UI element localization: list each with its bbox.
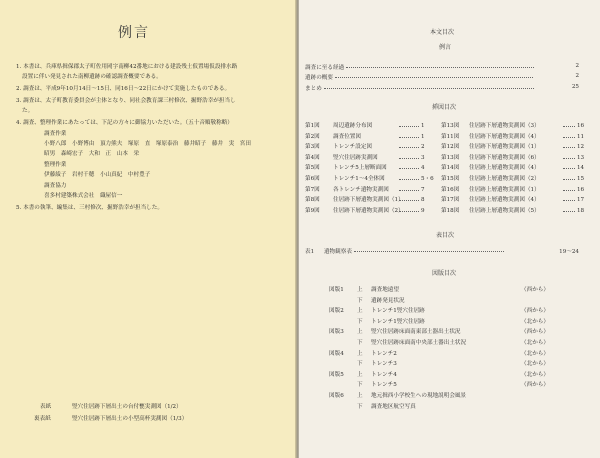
plate-number: 図版2	[329, 308, 344, 315]
figure-page: 11	[577, 133, 585, 140]
section-reigen: 例言	[439, 44, 452, 51]
toc-title: 本文目次	[430, 29, 455, 36]
figure-title: 住居跡下層遺物実測図（4）	[469, 133, 540, 140]
figure-page: 2	[421, 144, 425, 151]
figure-title: 住居跡下層遺物実測図（6）	[469, 154, 540, 161]
dot-leader	[563, 190, 575, 191]
figure-title: 住居跡上層遺物実測図（2）	[469, 176, 540, 182]
figure-number: 第11図	[441, 133, 460, 140]
plate-direction: （北から）	[521, 361, 549, 368]
figure-title: トレンチ設定図	[333, 144, 373, 151]
plate-caption: トレンチ4	[371, 371, 397, 378]
figure-number: 第2図	[305, 133, 320, 140]
dot-leader	[563, 137, 575, 138]
dot-leader	[563, 211, 575, 212]
dot-leader	[399, 168, 419, 169]
plate-position: 下	[357, 318, 363, 325]
staff-arrange-names: 伊藤綾子 岩村千穂 小山真紀 中村豊子	[44, 172, 151, 178]
table-text: 遺物観察表	[323, 249, 352, 255]
toc-text: まとめ	[305, 86, 322, 92]
figure-number: 第9図	[305, 207, 320, 214]
figure-title: 住居跡上層遺物実測図（1）	[469, 186, 540, 193]
cover-label: 表紙	[40, 404, 52, 410]
toc-row	[305, 73, 591, 81]
plate-position: 上	[357, 371, 363, 378]
figure-number: 第8図	[305, 197, 320, 204]
note-line: 2. 調査は、平成9年10月14日～15日、同16日～22日にかけて実施したものである。	[16, 86, 231, 92]
toc-row	[305, 84, 591, 92]
right-page	[299, 0, 600, 458]
left-page	[0, 0, 296, 458]
table-label: 表1	[305, 249, 315, 255]
plate-position: 下	[357, 403, 363, 410]
plate-number: 図版5	[329, 371, 344, 378]
figure-page: 8	[421, 197, 425, 204]
staff-survey-names: 昭男 森崎宏子 大和 正 山本 栄	[44, 151, 140, 157]
figure-number: 第7図	[305, 186, 320, 193]
note-line: 1. 本書は、兵庫県揖保郡太子町佐用岡字南柳42番地における建設残土仮置場仮設排水路	[16, 64, 238, 70]
dot-leader	[563, 168, 575, 169]
staff-survey-names: 小野八郎 小野博由 頂力熊夫 塚原 直 塚原泰治 藤井昭子 藤井 実 宮田	[44, 141, 251, 147]
figure-number: 第16図	[441, 186, 460, 193]
plate-caption: トレンチ1竪穴住居跡	[371, 308, 425, 315]
toc-text: 遺跡の概要	[305, 75, 333, 81]
figure-page: 14	[577, 165, 585, 172]
figure-page: 4	[421, 165, 425, 172]
plate-caption: 地元揖西小学校生への現地説明会風景	[371, 393, 467, 399]
plate-caption: トレンチ2	[371, 350, 397, 357]
figure-number: 第1図	[305, 123, 320, 129]
figure-number: 第12図	[441, 144, 460, 151]
figure-number: 第13図	[441, 123, 460, 129]
figure-page: 17	[577, 197, 585, 204]
dot-leader	[563, 200, 575, 201]
dot-leader	[399, 200, 419, 201]
section-figures: 挿図目次	[432, 104, 457, 111]
plate-direction: （西から）	[521, 287, 549, 293]
cover-caption: 竪穴住居跡下層出土の小型高杯実測図（1/3）	[72, 416, 188, 422]
plate-direction: （西から）	[521, 308, 549, 315]
plate-caption: トレンチ3	[371, 361, 397, 368]
figure-number: 第18図	[441, 207, 460, 214]
plate-direction: （北から）	[521, 371, 549, 378]
dot-leader	[563, 126, 575, 127]
table-page: 19～24	[559, 249, 579, 255]
plate-direction: （北から）	[521, 350, 549, 357]
toc-row	[305, 63, 591, 71]
plate-number: 図版3	[329, 329, 344, 336]
figure-page: 7	[421, 186, 425, 193]
figure-number: 第13図	[441, 154, 460, 161]
staff-survey-label: 調査作業	[44, 131, 67, 137]
figure-page: 18	[577, 207, 585, 214]
figure-title: 住居跡上層遺物実測図（4）	[469, 197, 540, 204]
note-line: 設置に伴い発見された南柳遺跡の確認調査概要である。	[22, 74, 162, 80]
dot-leader	[563, 179, 575, 180]
figure-page: 1	[421, 133, 425, 140]
figure-title: トレンチ1～4全体図	[333, 176, 385, 182]
plate-direction: （北から）	[521, 340, 549, 346]
plate-position: 上	[357, 287, 363, 293]
plate-caption: トレンチ1竪穴住居跡	[371, 318, 425, 325]
figure-page: 13	[577, 154, 585, 161]
figure-title: 住居跡上層遺物実測図（4）	[469, 165, 540, 172]
figure-page: 9	[421, 207, 425, 214]
figure-page: 16	[577, 186, 585, 193]
left-page-title: 例言	[118, 25, 150, 41]
dot-leader	[399, 147, 419, 148]
plate-caption: 調査地遠望	[371, 287, 399, 293]
figure-number: 第15図	[441, 176, 460, 182]
plate-position: 下	[357, 382, 363, 389]
toc-text: 調査に至る経過	[305, 65, 345, 71]
figure-page: 1	[421, 123, 425, 129]
figure-number: 第14図	[441, 165, 460, 172]
plate-position: 下	[357, 361, 363, 368]
dot-leader	[399, 137, 419, 138]
section-plates: 図版目次	[432, 270, 457, 277]
figure-page: 5・6	[421, 176, 434, 182]
plate-direction: （北から）	[521, 318, 549, 325]
figure-page: 3	[421, 154, 425, 161]
table-row	[305, 247, 591, 255]
figure-number: 第17図	[441, 197, 460, 204]
figure-number: 第3図	[305, 144, 320, 151]
plate-position: 上	[357, 350, 363, 357]
figure-page: 16	[577, 123, 585, 129]
plate-caption: 竪穴住居跡床面南中央部土器出土状況	[371, 340, 467, 346]
note-line: 5. 本書の執筆、編集は、三村修次、掘野浩幸が担当した。	[16, 205, 163, 211]
figure-number: 第5図	[305, 165, 320, 172]
plate-position: 下	[357, 297, 363, 304]
plate-direction: （西から）	[521, 329, 549, 336]
note-line: 4. 調査、整理作業にあたっては、下記の方々に御協力いただいた。（五十音順敬称略）	[16, 120, 233, 126]
dot-leader	[563, 147, 575, 148]
figure-title: 住居跡下層遺物実測図（1）	[469, 144, 540, 151]
plate-number: 図版4	[329, 350, 344, 357]
plate-position: 上	[357, 329, 363, 336]
figure-title: 竪穴住居跡実測図	[333, 154, 378, 161]
dot-leader	[563, 158, 575, 159]
figure-number: 第4図	[305, 154, 320, 161]
figure-title: トレンチ5上層断面図	[333, 165, 387, 172]
note-line: 3. 調査は、太子町教育委員会が主体となり、同社会教育課三村修次、掘野浩幸が担当し	[16, 98, 236, 104]
section-tables: 表目次	[436, 232, 455, 239]
staff-coop-label: 調査協力	[44, 183, 67, 189]
plate-caption: 竪穴住居跡床面南東部土器出土状況	[371, 329, 461, 336]
plate-position: 上	[357, 308, 363, 315]
toc-page: 2	[575, 63, 579, 69]
plate-number: 図版1	[329, 287, 344, 293]
staff-coop-names: 喜多村建築株式会社 織屋信一	[44, 193, 123, 199]
plate-caption: 遺跡発見状況	[371, 297, 405, 304]
dot-leader	[399, 126, 419, 127]
plate-number: 図版6	[329, 393, 344, 399]
figure-page: 12	[577, 144, 585, 151]
dot-leader	[399, 211, 419, 212]
cover-caption: 竪穴住居跡下層出土の台付甕実測図（1/2）	[72, 404, 182, 410]
figure-title: 住居跡上層遺物実測図（5）	[469, 207, 540, 214]
figure-title: 周辺遺跡分布図	[333, 123, 373, 129]
plate-direction: （西から）	[521, 382, 549, 389]
dot-leader	[399, 190, 419, 191]
cover-label: 裏表紙	[34, 416, 51, 422]
plate-caption: トレンチ5	[371, 382, 397, 389]
dot-leader	[399, 158, 419, 159]
dot-leader	[399, 179, 419, 180]
plate-position: 下	[357, 340, 363, 346]
staff-arrange-label: 整理作業	[44, 162, 67, 168]
figure-number: 第6図	[305, 176, 320, 182]
figure-title: 住居跡下層遺物実測図（1）	[333, 197, 404, 204]
note-line: た。	[22, 108, 34, 114]
figure-title: 住居跡下層遺物実測図（2）	[333, 207, 404, 214]
figure-page: 15	[577, 176, 585, 182]
plate-caption: 調査地区航空写真	[371, 403, 416, 410]
figure-title: 各トレンチ遺物実測図	[333, 186, 389, 193]
plate-position: 上	[357, 393, 363, 399]
toc-page: 2	[575, 73, 579, 79]
figure-title: 住居跡下層遺物実測図（3）	[469, 123, 540, 129]
figure-title: 調査位置図	[333, 133, 361, 140]
toc-page: 25	[571, 84, 579, 90]
